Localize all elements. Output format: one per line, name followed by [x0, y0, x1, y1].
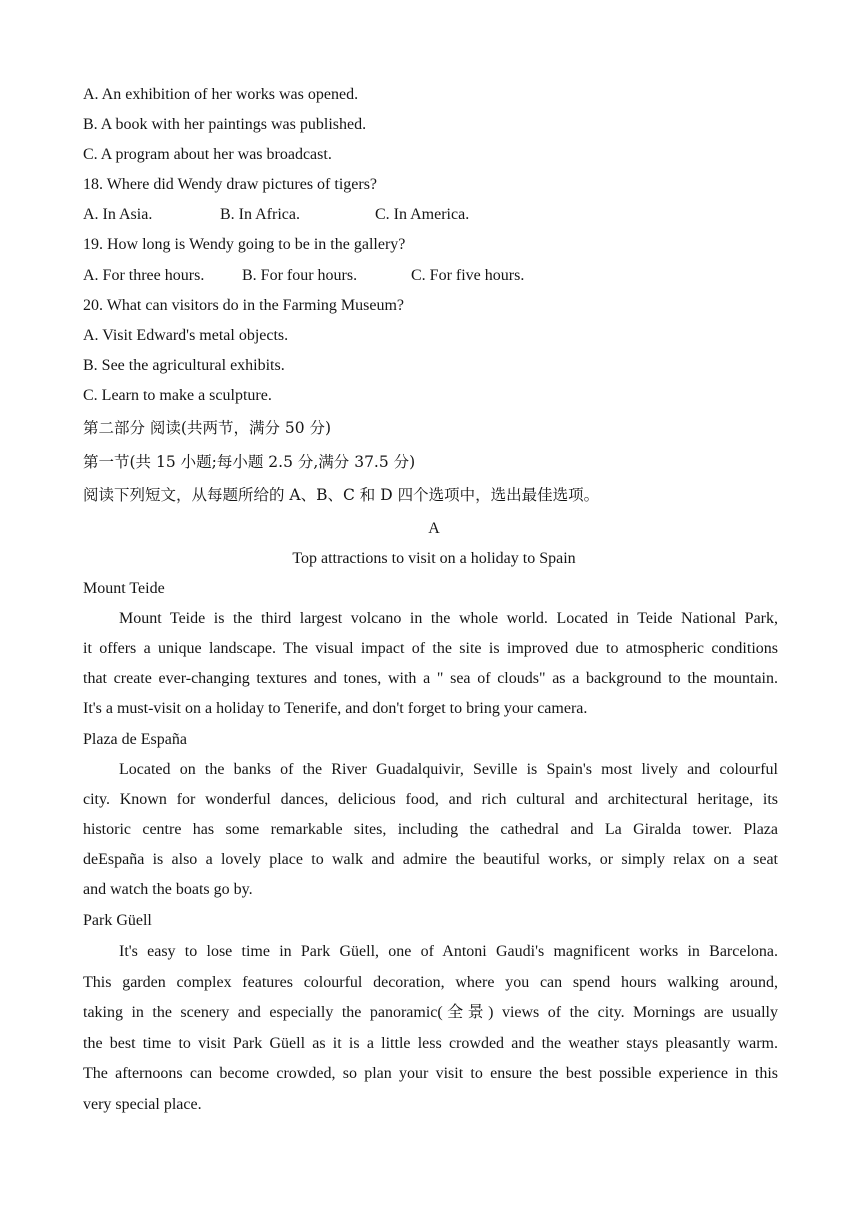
- q19-option-a: A. For three hours.: [83, 267, 205, 284]
- paragraph-line: very special place.: [83, 1095, 202, 1113]
- paragraph-line: deEspaña is also a lovely place to walk and admire the beautiful works, or simply relax on a seat: [83, 851, 778, 868]
- section-heading-park-guell: Park Güell: [83, 912, 152, 929]
- q20-option-b: B. See the agricultural exhibits.: [83, 357, 285, 374]
- paragraph-line: Mount Teide is the third largest volcano in the whole world. Located in Teide National Park,: [119, 610, 778, 627]
- paragraph-line: it offers a unique landscape. The visual impact of the site is improved due to atmospheric conditions: [83, 640, 778, 657]
- q18-stem: 18. Where did Wendy draw pictures of tigers?: [83, 176, 378, 193]
- passage-title: Top attractions to visit on a holiday to Spain: [292, 550, 576, 567]
- subsection-heading: 第一节(共 15 小题;每小题 2.5 分,满分 37.5 分): [83, 453, 416, 471]
- paragraph-line: This garden complex features colourful decoration, where you can spend hours walking around,: [83, 973, 778, 991]
- paragraph-line: city. Known for wonderful dances, delicious food, and rich cultural and architectural heritage, its: [83, 791, 778, 808]
- instructions: 阅读下列短文，从每题所给的 A、B、C 和 D 四个选项中，选出最佳选项。: [83, 486, 600, 504]
- paragraph-line: taking in the scenery and especially the panoramic(全景) views of the city. Mornings are usually: [83, 1004, 778, 1022]
- section-heading-plaza-de-espana: Plaza de España: [83, 731, 187, 748]
- q18-option-b: B. In Africa.: [220, 206, 300, 223]
- q20-option-a: A. Visit Edward's metal objects.: [83, 327, 289, 344]
- paragraph-line: The afternoons can become crowded, so plan your visit to ensure the best possible experience in this: [83, 1065, 778, 1083]
- part-heading: 第二部分 阅读(共两节，满分 50 分): [83, 419, 332, 437]
- paragraph-line: the best time to visit Park Güell as it is a little less crowded and the weather stays pleasantly warm.: [83, 1034, 778, 1052]
- section-heading-mount-teide: Mount Teide: [83, 580, 165, 597]
- q19-stem: 19. How long is Wendy going to be in the gallery?: [83, 236, 406, 253]
- q19-option-b: B. For four hours.: [242, 267, 358, 284]
- q17-option-c: C. A program about her was broadcast.: [83, 146, 332, 163]
- q18-option-a: A. In Asia.: [83, 206, 153, 223]
- q17-option-a: A. An exhibition of her works was opened.: [83, 86, 359, 103]
- q19-options: [83, 266, 783, 286]
- q20-stem: 20. What can visitors do in the Farming Museum?: [83, 297, 404, 314]
- paragraph-line: that create ever-changing textures and tones, with a " sea of clouds" as a background to the mountain.: [83, 670, 778, 687]
- paragraph-line: historic centre has some remarkable sites, including the cathedral and La Giralda tower. Plaza: [83, 821, 778, 838]
- q18-options: [83, 205, 783, 225]
- q20-option-c: C. Learn to make a sculpture.: [83, 387, 272, 404]
- paragraph-line: It's a must-visit on a holiday to Tenerife, and don't forget to bring your camera.: [83, 700, 588, 717]
- paragraph-line: It's easy to lose time in Park Güell, one of Antoni Gaudi's magnificent works in Barcelona.: [119, 943, 778, 960]
- paragraph-plaza-de-espana: [83, 760, 778, 910]
- paragraph-mount-teide: [83, 609, 778, 729]
- passage-letter: A: [428, 520, 440, 537]
- q18-option-c: C. In America.: [375, 206, 470, 223]
- paragraph-park-guell: [83, 942, 778, 1126]
- q19-option-c: C. For five hours.: [411, 267, 525, 284]
- paragraph-line: and watch the boats go by.: [83, 881, 253, 898]
- q17-option-b: B. A book with her paintings was published.: [83, 116, 367, 133]
- paragraph-line: Located on the banks of the River Guadalquivir, Seville is Spain's most lively and colourful: [119, 761, 778, 778]
